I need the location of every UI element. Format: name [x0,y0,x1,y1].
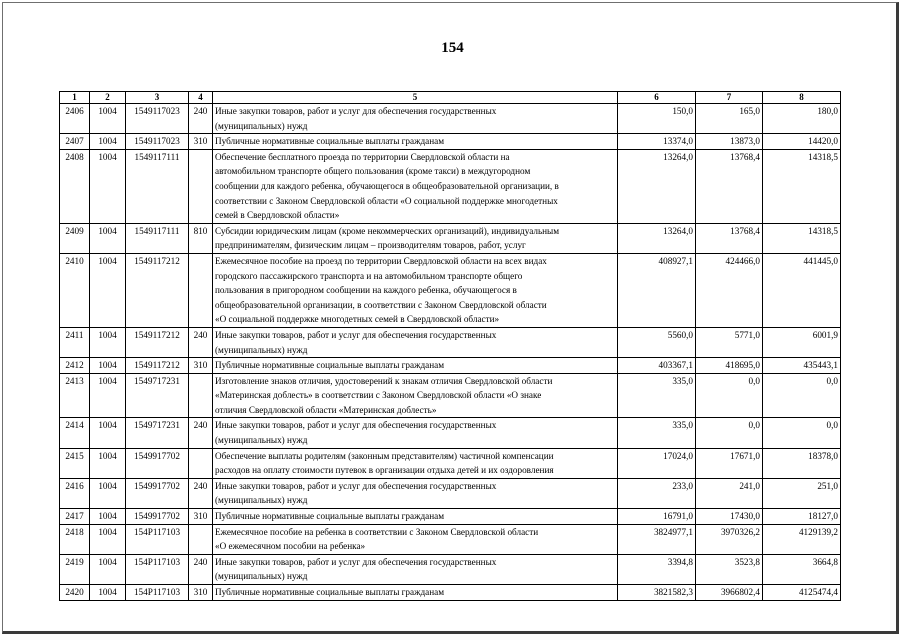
header-cell: 4 [189,92,213,104]
description-cell [213,253,618,327]
description-line: Публичные нормативные социальные выплаты гражданам [215,511,445,522]
description-line: общеобразовательной организации, в соответствии с Законом Свердловской области [215,299,547,310]
amount-cell-8: 180,0 [763,104,841,134]
amount-cell-7: 3970326,2 [696,524,763,554]
expense-kind-cell: 810 [189,223,213,253]
description-line: Субсидии юридическим лицам (кроме некоммерческих организаций), индивидуальным [215,225,560,236]
header-cell: 3 [126,92,189,104]
description-cell [213,223,618,253]
description-line: семей в Свердловской области» [215,210,340,221]
amount-cell-7: 3523,8 [696,554,763,584]
amount-cell-6: 13264,0 [618,223,696,253]
description-line: пользования в пригородном сообщении на каждого ребенка, обучающегося в [215,285,517,296]
description-cell [213,554,618,584]
amount-cell-6: 335,0 [618,418,696,448]
description-line: «О социальной поддержке многодетных семей в Свердловской области» [215,314,500,325]
target-code-cell: 154P117103 [126,554,189,584]
description-cell [213,358,618,374]
amount-cell-8: 0,0 [763,373,841,418]
section-code-cell: 1004 [90,134,126,150]
amount-cell-6: 403367,1 [618,358,696,374]
description-line: предпринимателям, физическим лицам – производителям товаров, работ, услуг [215,240,526,251]
target-code-cell: 1549917702 [126,509,189,525]
section-code-cell: 1004 [90,554,126,584]
target-code-cell: 1549117023 [126,104,189,134]
table-row [60,327,841,357]
table-row [60,524,841,554]
amount-cell-7: 17430,0 [696,509,763,525]
description-cell [213,134,618,150]
row-number-cell: 2418 [60,524,90,554]
amount-cell-8: 435443,1 [763,358,841,374]
target-code-cell: 154P117103 [126,524,189,554]
amount-cell-6: 13264,0 [618,149,696,223]
section-code-cell: 1004 [90,104,126,134]
row-number-cell: 2411 [60,327,90,357]
description-line: Иные закупки товаров, работ и услуг для обеспечения государственных [215,420,497,431]
description-line: Публичные нормативные социальные выплаты гражданам [215,136,445,147]
row-number-cell: 2409 [60,223,90,253]
description-cell [213,478,618,508]
expense-kind-cell: 240 [189,418,213,448]
section-code-cell: 1004 [90,418,126,448]
header-cell: 7 [696,92,763,104]
table-row [60,448,841,478]
table-row [60,554,841,584]
section-code-cell: 1004 [90,448,126,478]
target-code-cell: 1549917702 [126,448,189,478]
amount-cell-7: 418695,0 [696,358,763,374]
table-row [60,104,841,134]
amount-cell-8: 6001,9 [763,327,841,357]
description-line: (муниципальных) нужд [215,344,308,355]
amount-cell-6: 233,0 [618,478,696,508]
amount-cell-6: 408927,1 [618,253,696,327]
description-line: отличия Свердловской области «Материнская доблесть» [215,404,437,415]
description-line: Публичные нормативные социальные выплаты гражданам [215,587,445,597]
expense-kind-cell: 310 [189,509,213,525]
description-line: Иные закупки товаров, работ и услуг для обеспечения государственных [215,556,497,567]
row-number-cell: 2406 [60,104,90,134]
row-number-cell: 2419 [60,554,90,584]
target-code-cell: 1549117212 [126,327,189,357]
header-cell: 8 [763,92,841,104]
table-row [60,478,841,508]
page-number: 154 [441,40,464,56]
target-code-cell: 1549917702 [126,478,189,508]
amount-cell-8: 18127,0 [763,509,841,525]
amount-cell-6: 3824977,1 [618,524,696,554]
table-row [60,134,841,150]
amount-cell-7: 424466,0 [696,253,763,327]
target-code-cell: 1549117212 [126,358,189,374]
description-cell [213,524,618,554]
budget-table [59,91,841,601]
amount-cell-7: 5771,0 [696,327,763,357]
section-code-cell: 1004 [90,149,126,223]
table-row [60,509,841,525]
amount-cell-8: 251,0 [763,478,841,508]
table-row [60,585,841,601]
section-code-cell: 1004 [90,327,126,357]
description-cell [213,149,618,223]
description-line: Изготовление знаков отличия, удостоверений к знакам отличия Свердловской области [215,375,553,386]
row-number-cell: 2407 [60,134,90,150]
row-number-cell: 2414 [60,418,90,448]
table-header-row [60,92,841,104]
target-code-cell: 1549117023 [126,134,189,150]
section-code-cell: 1004 [90,223,126,253]
amount-cell-7: 3966802,4 [696,585,763,601]
amount-cell-6: 13374,0 [618,134,696,150]
row-number-cell: 2415 [60,448,90,478]
amount-cell-7: 17671,0 [696,448,763,478]
description-line: (муниципальных) нужд [215,495,308,506]
target-code-cell: 1549717231 [126,418,189,448]
amount-cell-6: 3821582,3 [618,585,696,601]
description-line: (муниципальных) нужд [215,435,308,446]
header-cell: 5 [213,92,618,104]
target-code-cell: 1549117111 [126,149,189,223]
description-cell [213,418,618,448]
amount-cell-8: 14318,5 [763,223,841,253]
amount-cell-7: 165,0 [696,104,763,134]
expense-kind-cell: 310 [189,585,213,601]
amount-cell-7: 0,0 [696,373,763,418]
description-line: Обеспечение выплаты родителям (законным представителям) частичной компенсации [215,450,554,461]
amount-cell-6: 17024,0 [618,448,696,478]
table-row [60,358,841,374]
description-line: (муниципальных) нужд [215,120,308,131]
description-line: городского пассажирского транспорта и на автомобильном транспорте общего [215,270,523,281]
table-row [60,223,841,253]
expense-kind-cell [189,149,213,223]
amount-cell-7: 0,0 [696,418,763,448]
amount-cell-8: 3664,8 [763,554,841,584]
expense-kind-cell: 240 [189,554,213,584]
target-code-cell: 1549717231 [126,373,189,418]
table-body [60,104,841,601]
description-line: Иные закупки товаров, работ и услуг для обеспечения государственных [215,106,497,116]
section-code-cell: 1004 [90,358,126,374]
section-code-cell: 1004 [90,373,126,418]
row-number-cell: 2420 [60,585,90,601]
amount-cell-7: 13873,0 [696,134,763,150]
description-line: сообщении для каждого ребенка, обучающегося в общеобразовательной организации, в [215,180,559,191]
table-row [60,418,841,448]
amount-cell-6: 5560,0 [618,327,696,357]
row-number-cell: 2412 [60,358,90,374]
amount-cell-8: 18378,0 [763,448,841,478]
description-line: Иные закупки товаров, работ и услуг для обеспечения государственных [215,329,497,340]
expense-kind-cell [189,373,213,418]
description-line: Иные закупки товаров, работ и услуг для обеспечения государственных [215,480,497,491]
table-row [60,253,841,327]
amount-cell-6: 335,0 [618,373,696,418]
row-number-cell: 2408 [60,149,90,223]
section-code-cell: 1004 [90,509,126,525]
expense-kind-cell [189,253,213,327]
table-row [60,373,841,418]
expense-kind-cell: 240 [189,327,213,357]
amount-cell-8: 0,0 [763,418,841,448]
description-line: «О ежемесячном пособии на ребенка» [215,541,366,552]
amount-cell-6: 16791,0 [618,509,696,525]
amount-cell-7: 13768,4 [696,223,763,253]
amount-cell-8: 4129139,2 [763,524,841,554]
amount-cell-8: 441445,0 [763,253,841,327]
description-line: Ежемесячное пособие на проезд по территории Свердловской области на всех видах [215,255,547,266]
amount-cell-8: 14420,0 [763,134,841,150]
expense-kind-cell: 310 [189,358,213,374]
target-code-cell: 1549117212 [126,253,189,327]
amount-cell-6: 150,0 [618,104,696,134]
target-code-cell: 1549117111 [126,223,189,253]
table-row [60,149,841,223]
description-line: Ежемесячное пособие на ребенка в соответствии с Законом Свердловской области [215,526,539,537]
description-cell [213,448,618,478]
expense-kind-cell: 240 [189,104,213,134]
expense-kind-cell: 240 [189,478,213,508]
description-cell [213,585,618,601]
header-cell: 2 [90,92,126,104]
section-code-cell: 1004 [90,585,126,601]
section-code-cell: 1004 [90,478,126,508]
description-line: соответствии с Законом Свердловской области «О социальной поддержке многодетных [215,195,558,206]
row-number-cell: 2416 [60,478,90,508]
description-cell [213,509,618,525]
amount-cell-7: 13768,4 [696,149,763,223]
row-number-cell: 2417 [60,509,90,525]
amount-cell-7: 241,0 [696,478,763,508]
target-code-cell: 154P117103 [126,585,189,601]
expense-kind-cell [189,448,213,478]
description-line: расходов на оплату стоимости путевок в организации отдыха детей и их оздоровления [215,465,554,476]
description-line: автомобильном транспорте общего пользования (кроме такси) в междугородном [215,166,531,177]
description-line: Публичные нормативные социальные выплаты гражданам [215,360,445,371]
amount-cell-8: 14318,5 [763,149,841,223]
row-number-cell: 2413 [60,373,90,418]
section-code-cell: 1004 [90,253,126,327]
amount-cell-6: 3394,8 [618,554,696,584]
description-cell [213,373,618,418]
row-number-cell: 2410 [60,253,90,327]
description-line: Обеспечение бесплатного проезда по территории Свердловской области на [215,151,510,162]
amount-cell-8: 4125474,4 [763,585,841,601]
description-line: «Материнская доблесть» в соответствии с Законом Свердловской области «О знаке [215,390,542,401]
description-cell [213,327,618,357]
header-cell: 6 [618,92,696,104]
description-cell [213,104,618,134]
header-cell: 1 [60,92,90,104]
section-code-cell: 1004 [90,524,126,554]
expense-kind-cell [189,524,213,554]
expense-kind-cell: 310 [189,134,213,150]
description-line: (муниципальных) нужд [215,571,308,582]
